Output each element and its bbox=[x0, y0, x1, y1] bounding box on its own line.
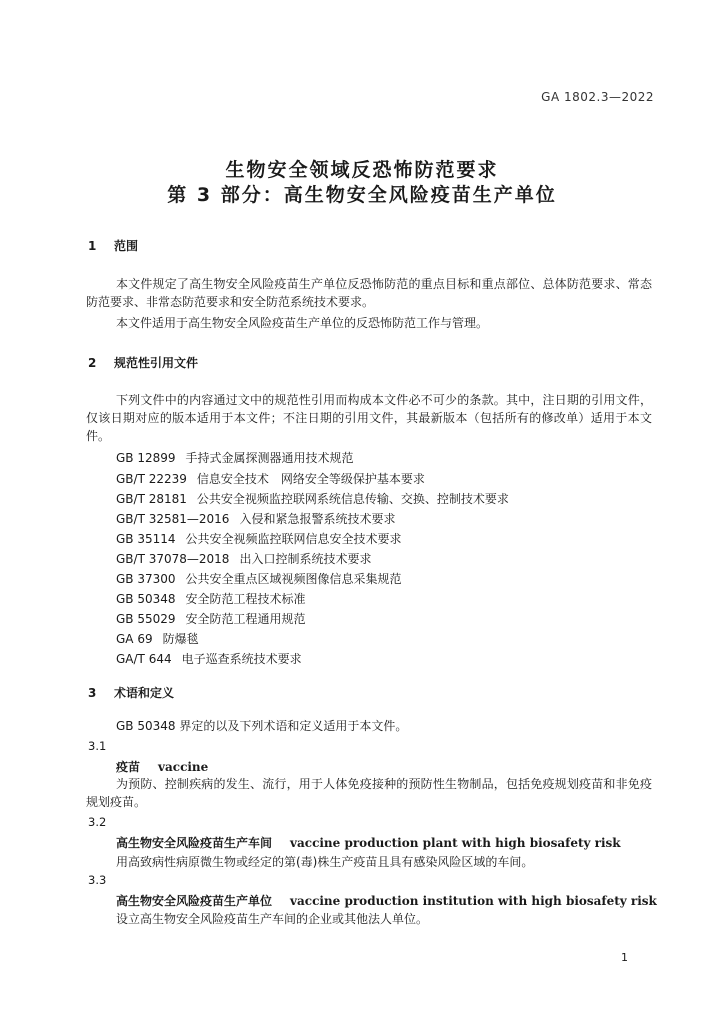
ref-title: 公共安全重点区域视频图像信息采集规范 bbox=[185, 572, 402, 586]
normative-intro: 下列文件中的内容通过文中的规范性引用而构成本文件必不可少的条款。其中，注日期的引用文件，仅该日期对应的版本适用于本文件；不注日期的引用文件，其最新版本（包括所有的修改单）适用于本文件。 bbox=[86, 393, 652, 443]
term-en: vaccine production plant with high biosafety risk bbox=[290, 836, 621, 850]
reference-item bbox=[116, 530, 402, 547]
term-number: 3.3 bbox=[88, 873, 107, 887]
ref-code: GA/T 644 bbox=[116, 652, 172, 666]
term-definition: 设立高生物安全风险疫苗生产车间的企业或其他法人单位。 bbox=[116, 912, 429, 926]
term-zh: 高生物安全风险疫苗生产单位 bbox=[116, 894, 273, 908]
section-number: 1 bbox=[88, 239, 97, 253]
section-title: 术语和定义 bbox=[114, 686, 175, 700]
reference-item bbox=[116, 570, 402, 587]
section-number: 2 bbox=[88, 356, 97, 370]
terms-intro: GB 50348 界定的以及下列术语和定义适用于本文件。 bbox=[116, 719, 408, 733]
term-zh: 疫苗 bbox=[116, 760, 141, 774]
ref-code: GB 37300 bbox=[116, 572, 176, 586]
scope-paragraph-1: 本文件规定了高生物安全风险疫苗生产单位反恐怖防范的重点目标和重点部位、总体防范要求、常态防范要求、非常态防范要求和安全防范系统技术要求。 bbox=[86, 277, 652, 309]
reference-item bbox=[116, 610, 306, 627]
reference-item bbox=[116, 470, 425, 487]
term-definition: 为预防、控制疾病的发生、流行，用于人体免疫接种的预防性生物制品，包括免疫规划疫苗和非免疫规划疫苗。 bbox=[86, 777, 652, 809]
ref-code: GB/T 37078—2018 bbox=[116, 552, 230, 566]
term-number: 3.2 bbox=[88, 815, 107, 829]
term-definition: 用高致病性病原微生物或经定的第(毒)株生产疫苗且具有感染风险区域的车间。 bbox=[116, 855, 534, 869]
reference-item bbox=[116, 449, 354, 466]
reference-item bbox=[116, 630, 199, 647]
ref-code: GA 69 bbox=[116, 632, 153, 646]
term-en: vaccine bbox=[158, 760, 209, 774]
ref-code: GB/T 32581—2016 bbox=[116, 512, 230, 526]
standard-id: GA 1802.3—2022 bbox=[541, 90, 654, 104]
ref-code: GB 55029 bbox=[116, 612, 176, 626]
term-zh: 高生物安全风险疫苗生产车间 bbox=[116, 836, 273, 850]
ref-code: GB/T 28181 bbox=[116, 492, 187, 506]
ref-title: 出入口控制系统技术要求 bbox=[239, 552, 372, 566]
section-2-heading bbox=[88, 354, 198, 371]
ref-code: GB 50348 bbox=[116, 592, 176, 606]
ref-code: GB/T 22239 bbox=[116, 472, 187, 486]
section-3-heading bbox=[88, 684, 174, 701]
term-heading bbox=[116, 892, 657, 909]
title-line-2: 第 3 部分：高生物安全风险疫苗生产单位 bbox=[167, 184, 557, 206]
section-title: 规范性引用文件 bbox=[114, 356, 199, 370]
ref-title: 公共安全视频监控联网信息安全技术要求 bbox=[185, 532, 402, 546]
page-number: 1 bbox=[621, 951, 628, 964]
reference-item bbox=[116, 550, 371, 567]
ref-title: 入侵和紧急报警系统技术要求 bbox=[239, 512, 396, 526]
term-heading bbox=[116, 834, 621, 851]
section-number: 3 bbox=[88, 686, 97, 700]
ref-title: 电子巡查系统技术要求 bbox=[181, 652, 302, 666]
ref-title: 防爆毯 bbox=[162, 632, 199, 646]
reference-item bbox=[116, 510, 395, 527]
ref-title: 公共安全视频监控联网系统信息传输、交换、控制技术要求 bbox=[196, 492, 509, 506]
ref-title: 安全防范工程通用规范 bbox=[185, 612, 306, 626]
term-heading bbox=[116, 758, 208, 775]
ref-title: 安全防范工程技术标准 bbox=[185, 592, 306, 606]
reference-item bbox=[116, 650, 302, 667]
title-line-1: 生物安全领域反恐怖防范要求 bbox=[225, 159, 499, 181]
ref-code: GB 12899 bbox=[116, 451, 176, 465]
term-number: 3.1 bbox=[88, 739, 107, 753]
section-1-heading bbox=[88, 237, 138, 254]
section-title: 范围 bbox=[114, 239, 139, 253]
ref-code: GB 35114 bbox=[116, 532, 176, 546]
ref-title: 信息安全技术 网络安全等级保护基本要求 bbox=[196, 472, 425, 486]
ref-title: 手持式金属探测器通用技术规范 bbox=[185, 451, 354, 465]
reference-item bbox=[116, 590, 306, 607]
term-en: vaccine production institution with high biosafety risk bbox=[290, 894, 657, 908]
reference-item bbox=[116, 490, 509, 507]
scope-paragraph-2: 本文件适用于高生物安全风险疫苗生产单位的反恐怖防范工作与管理。 bbox=[116, 316, 489, 330]
